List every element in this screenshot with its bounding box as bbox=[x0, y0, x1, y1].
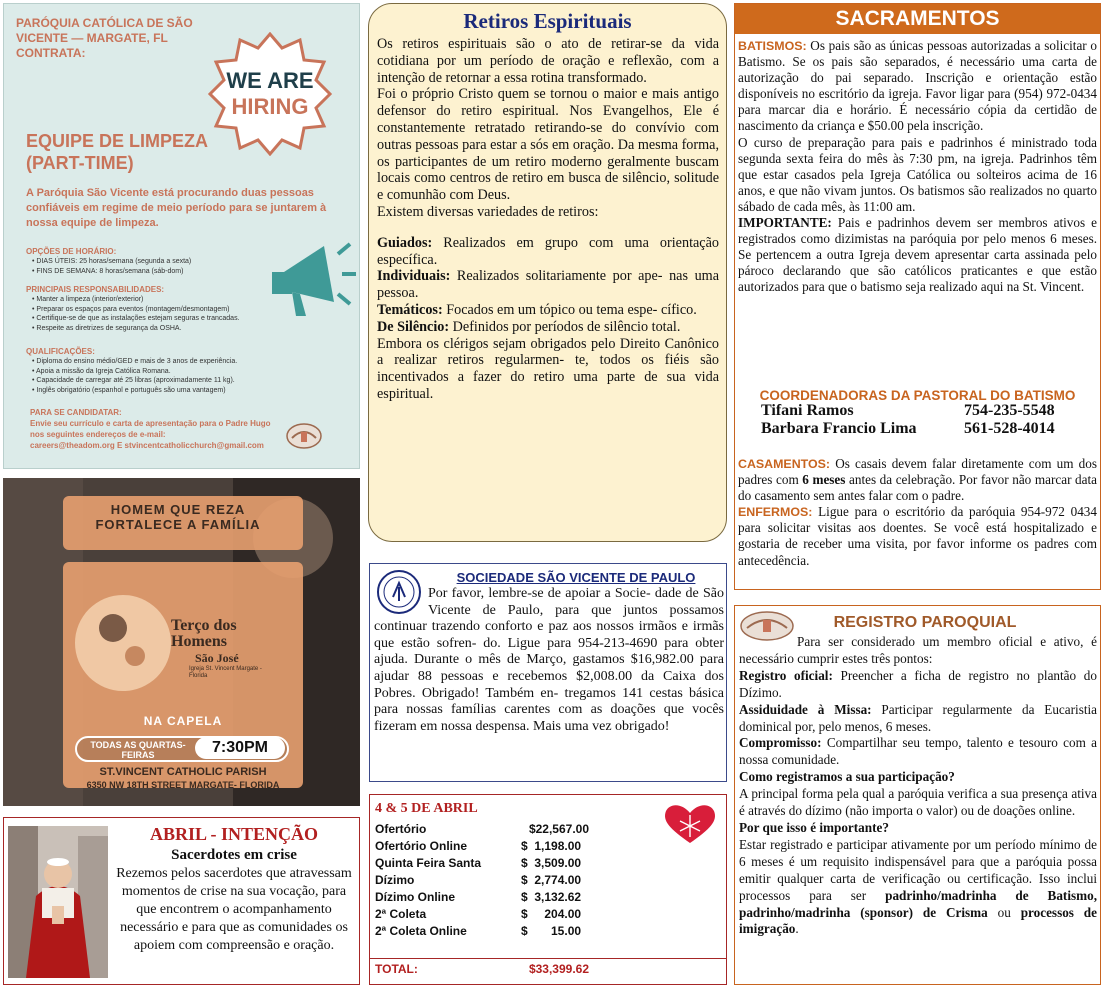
ssvp-title: SOCIEDADE SÃO VICENTE DE PAULO bbox=[456, 570, 696, 585]
oferta-value: $ 2,774.00 bbox=[521, 873, 582, 887]
resp-item: • Preparar os espaços para eventos (montagem/desmontagem) bbox=[32, 305, 240, 315]
a2-bold: processos de imigração bbox=[739, 904, 1097, 937]
ssvp-body bbox=[374, 586, 724, 735]
qual-list bbox=[32, 357, 237, 395]
retiro-type bbox=[377, 268, 719, 302]
point-label: Compromisso: bbox=[739, 735, 822, 751]
hiring-flyer bbox=[3, 3, 360, 469]
schedule-item: • DIAS ÚTEIS: 25 horas/semana (segunda a sexta) bbox=[32, 257, 191, 267]
a2-text: . bbox=[795, 921, 799, 937]
registro-body bbox=[739, 634, 1097, 938]
retiro-type bbox=[377, 319, 719, 336]
retiro-type bbox=[377, 302, 719, 319]
total-value: $33,399.62 bbox=[528, 962, 589, 976]
total-label: TOTAL: bbox=[375, 962, 418, 976]
oferta-value: $ 3,132.62 bbox=[521, 890, 582, 904]
batismos-label: BATISMOS: bbox=[738, 39, 807, 53]
coord-phone: 561-528-4014 bbox=[964, 420, 1055, 437]
retiro-type bbox=[377, 235, 719, 269]
retiros-p4: Embora os clérigos sejam obrigados pelo Direito Canônico a realizar retiros regularmen- te, todos os fiéis são incentivados a fazer do retiro uma parte de sua vida espiritual. bbox=[377, 335, 719, 402]
apply-instructions: Envie seu currículo e carta de apresentação para o Padre Hugo nos seguintes endereços de e-mail: bbox=[30, 419, 271, 439]
casamentos-bold: 6 meses bbox=[802, 472, 846, 488]
schedule-title: OPÇÕES DE HORÁRIO: bbox=[26, 247, 117, 256]
oferta-label: 2ª Coleta Online bbox=[375, 924, 467, 938]
a2-text: ou bbox=[987, 904, 1021, 920]
registro-title: REGISTRO PAROQUIAL bbox=[833, 614, 1017, 631]
batismos-text: Os pais são as únicas pessoas autorizadas a solicitar o Batismo. Se os pais são separados, é necessário uma carta de autorização do pai separado. Inscrição e orientação estão disponíveis no escritório da igreja. Favor ligar para (954) 972-0434 para marcar dia e horário. É necessário cópia da certidão de nascimento da criança e $50.00 pela inscrição. bbox=[738, 38, 1097, 134]
oferta-value: $ 1,198.00 bbox=[521, 839, 582, 853]
importante-text: Pais e padrinhos devem ser membros ativos e registrados como dizimistas na paróquia por pelo menos 6 meses. Se pertencem a outra Igreja devem apresentar carta assinada pelo pároco declarando que são católicos praticantes e que estão autorizados para que o batismo seja realizado aqui na St. Vincent. bbox=[738, 215, 1097, 295]
registro-paroquial bbox=[734, 605, 1101, 985]
schedule-item: • FINS DE SEMANA: 8 horas/semana (sáb-dom) bbox=[32, 267, 191, 277]
oferta-value: $22,567.00 bbox=[528, 822, 589, 836]
sao-jose-label: São José bbox=[195, 651, 239, 665]
terco-line2: Homens bbox=[171, 633, 227, 650]
registro-a2 bbox=[739, 837, 1097, 938]
casamentos-text2: antes da celebração. Por favor não marcar data do casamento sem antes falar com o padre. bbox=[738, 472, 1097, 504]
coord-row bbox=[761, 402, 1081, 420]
sociedade-sao-vicente bbox=[369, 563, 727, 782]
coord-title: COORDENADORAS DA PASTORAL DO BATISMO bbox=[759, 388, 1076, 403]
registro-q2: Por que isso é importante? bbox=[739, 819, 889, 835]
importante-label: IMPORTANTE: bbox=[738, 215, 832, 231]
retiro-type-text: Focados em um tópico ou tema espe- cífico. bbox=[442, 301, 697, 318]
badge-line2: HIRING bbox=[231, 94, 309, 119]
retiro-type-label: De Silêncio: bbox=[377, 318, 450, 335]
casamentos-text: Os casais devem falar diretamente com um dos padres com bbox=[738, 456, 1097, 488]
batismos-p2: O curso de preparação para pais e padrinhos é ministrado toda segunda sexta feira do mês às 7:30 pm, na igreja. Padrinhos têm que estar casados pela Igreja Católica ou solteiros acima de 16 anos, e que não vivam juntos. Os batismos são realizados no quarto sábado de cada mês, às 11:00 am. bbox=[738, 134, 1097, 214]
coord-name: Barbara Francio Lima bbox=[761, 420, 917, 437]
oferta-date: 4 & 5 DE ABRIL bbox=[375, 801, 478, 816]
batismos-section bbox=[738, 38, 1097, 296]
apply-text bbox=[30, 418, 280, 451]
oferta-value: $ 15.00 bbox=[521, 924, 582, 938]
sacramentos-title: SACRAMENTOS bbox=[735, 4, 1100, 34]
point-text: Preencher a ficha de registro no plantão do Dízimo. bbox=[739, 667, 1097, 700]
qual-item: • Inglês obrigatório (espanhol e português são uma vantagem) bbox=[32, 386, 237, 396]
resp-title: PRINCIPAIS RESPONSABILIDADES: bbox=[26, 285, 165, 294]
qual-item: • Diploma do ensino médio/GED e mais de 3 anos de experiência. bbox=[32, 357, 237, 367]
abril-text: Rezemos pelos sacerdotes que atravessam momentos de crise na sua vocação, para que encontrem o acompanhamento necessário e para que as comunidades os apoiem com compreensão e oração. bbox=[116, 866, 352, 953]
enfermos-text: Ligue para o escritório da paróquia 954-972 0434 para solicitar visitas aos doentes. Se você está hospitalizado e gostaria de receber uma visita, por favor informe os padres com antecedência. bbox=[738, 504, 1097, 568]
parish-logo-icon bbox=[286, 422, 322, 450]
job-title bbox=[26, 130, 208, 174]
terco-dos-homens-flyer bbox=[3, 478, 360, 806]
oferta-value: $ 204.00 bbox=[521, 907, 582, 921]
oferta-label: Ofertório Online bbox=[375, 839, 468, 853]
oferta-label: Ofertório bbox=[375, 822, 427, 836]
retiro-type-text: Realizados em grupo com uma orientação específica. bbox=[377, 234, 719, 268]
retiros-title: Retiros Espirituais bbox=[463, 9, 632, 33]
sacramentos bbox=[734, 3, 1101, 590]
pope-photo bbox=[8, 826, 108, 978]
homem-headline: HOMEM QUE REZA FORTALECE A FAMÍLIA bbox=[95, 502, 261, 532]
apply-emails: careers@theadom.org E stvincentcatholicchurch@gmail.com bbox=[30, 441, 264, 450]
job-title-line1: EQUIPE DE LIMPEZA bbox=[26, 131, 209, 151]
retiro-type-label: Guiados: bbox=[377, 234, 433, 251]
retiros-p2: Foi o próprio Cristo quem se tornou o maior e mais antigo defensor do retiro espiritual. Nos Evangelhos, Ele é constantemente retratado retirando-se do convívio com outras pessoas para estar a sós em oração. Da mesma forma, os participantes de um retiro moderno geralmente buscam locais como centros de retiro em busca de silêncio, solitude e comunhão com Deus. bbox=[377, 86, 719, 204]
retiro-type-label: Individuais: bbox=[377, 268, 451, 285]
hiring-org: PARÓQUIA CATÓLICA DE SÃO VICENTE — MARGATE, FL CONTRATA: bbox=[16, 16, 193, 60]
resp-list bbox=[32, 295, 240, 333]
point-text: Participar regularmente da Eucaristia dominical por, pelo menos, 6 meses. bbox=[739, 701, 1098, 734]
retiro-type-text: Definidos por períodos de silêncio total. bbox=[449, 318, 681, 335]
badge-line1: WE ARE bbox=[226, 68, 314, 93]
megaphone-icon bbox=[254, 232, 358, 328]
registro-point bbox=[739, 735, 1097, 769]
terco-line1: Terço dos bbox=[171, 617, 237, 634]
job-title-line2: (PART-TIME) bbox=[26, 153, 134, 173]
abril-subtitle: Sacerdotes em crise bbox=[171, 847, 297, 863]
oferta-label: 2ª Coleta bbox=[375, 907, 427, 921]
oferta-label: Quinta Feira Santa bbox=[375, 856, 482, 870]
retiro-type-label: Temáticos: bbox=[377, 301, 443, 318]
ssvp-text: Por favor, lembre-se de apoiar a Socie- dade de São Vicente de Paulo, para que juntos possamos continuar trazendo conforto e paz aos nossos irmãos e irmãs que estão sofren- do. Ligue para 954-213-4690 para obter ajuda. Durante o mês de Março, gastamos $16,982.00 para ajudar 88 pessoas e recebemos $2,008.00 da Caixa dos Pobres. Obrigado! Também en- tregamos 141 cestas básica para nossas famílias carentes com as doações que vocês fizeram em nossa despensa. Mais uma vez obrigado! bbox=[374, 586, 724, 734]
coord-row bbox=[761, 420, 1081, 438]
registro-point bbox=[739, 702, 1097, 736]
ofertorio-report bbox=[369, 794, 727, 985]
retiros-p1: Os retiros espirituais são o ato de retirar-se da vida cotidiana por um período de oração e reflexão, com a intenção de retornar a essa rotina transformado. bbox=[377, 36, 719, 86]
oferta-label: Dízimo bbox=[375, 873, 415, 887]
na-capela: NA CAPELA bbox=[143, 714, 223, 728]
qual-item: • Capacidade de carregar até 25 libras (aproximadamente 11 kg). bbox=[32, 376, 237, 386]
apply-title: PARA SE CANDIDATAR: bbox=[30, 408, 122, 417]
enfermos-label: ENFERMOS: bbox=[738, 505, 813, 520]
resp-item: • Manter a limpeza (interior/exterior) bbox=[32, 295, 240, 305]
registro-q1: Como registramos a sua participação? bbox=[739, 769, 955, 785]
retiros-espirituais bbox=[368, 3, 727, 542]
a2-bold: padrinho/madrinha de Batismo, padrinho/madrinha (sponsor) de Crisma bbox=[739, 887, 1097, 920]
schedule-days: TODAS AS QUARTAS-FEIRAS bbox=[90, 740, 186, 760]
we-are-hiring-badge bbox=[208, 32, 332, 156]
abril-title: ABRIL - INTENÇÃO bbox=[149, 824, 319, 844]
retiros-p3: Existem diversas variedades de retiros: bbox=[377, 203, 599, 220]
parish-name: ST.VINCENT CATHOLIC PARISH bbox=[99, 766, 267, 778]
schedule-list bbox=[32, 257, 191, 276]
parish-address: 6350 NW 18TH STREET MARGATE- FLORIDA bbox=[86, 780, 280, 790]
heart-icon bbox=[660, 801, 720, 845]
a2-text: Estar registrado e participar ativamente por um período mínimo de 6 meses é um requisito indispensável para que a paróquia possa emitir qualquer carta de verificação ou certificação. Isso inclui processos para ser bbox=[739, 836, 1097, 903]
point-label: Registro oficial: bbox=[739, 667, 833, 683]
terco-small-text: Igreja St. Vincent Margate - Florida bbox=[189, 666, 262, 679]
casamentos-label: CASAMENTOS: bbox=[738, 457, 831, 471]
retiros-body bbox=[377, 36, 719, 403]
resp-item: • Certifique-se de que as instalações estejam seguras e trancadas. bbox=[32, 314, 240, 324]
qual-title: QUALIFICAÇÕES: bbox=[26, 347, 95, 356]
casamentos-enfermos bbox=[738, 456, 1097, 569]
point-text: Compartilhar seu tempo, talento e tesouro com a nossa comunidade. bbox=[739, 735, 1097, 768]
registro-intro: Para ser considerado um membro oficial e ativo, é necessário cumprir estes três pontos: bbox=[739, 634, 1097, 666]
oferta-total bbox=[375, 961, 595, 978]
job-intro: A Paróquia São Vicente está procurando duas pessoas confiáveis em regime de meio período para se juntarem à nossa equipe de limpeza. bbox=[26, 187, 327, 229]
qual-item: • Apoia a missão da Igreja Católica Romana. bbox=[32, 367, 237, 377]
oferta-divider bbox=[370, 958, 726, 959]
retiro-type-text: Realizados solitariamente por ape- nas uma pessoa. bbox=[377, 268, 719, 302]
registro-point bbox=[739, 668, 1097, 702]
coord-phone: 754-235-5548 bbox=[964, 402, 1055, 419]
resp-item: • Respeite as diretrizes de segurança da OSHA. bbox=[32, 324, 240, 334]
registro-a1: A principal forma pela qual a paróquia verifica a sua presença ativa é através do dízimo (não importa o valor) ou de doações online. bbox=[739, 786, 1097, 819]
schedule-time: 7:30PM bbox=[195, 737, 285, 759]
oferta-value: $ 3,509.00 bbox=[521, 856, 582, 870]
coord-name: Tifani Ramos bbox=[761, 402, 854, 419]
abril-intencao bbox=[3, 817, 360, 985]
oferta-label: Dízimo Online bbox=[375, 890, 456, 904]
point-label: Assiduidade à Missa: bbox=[739, 701, 872, 717]
